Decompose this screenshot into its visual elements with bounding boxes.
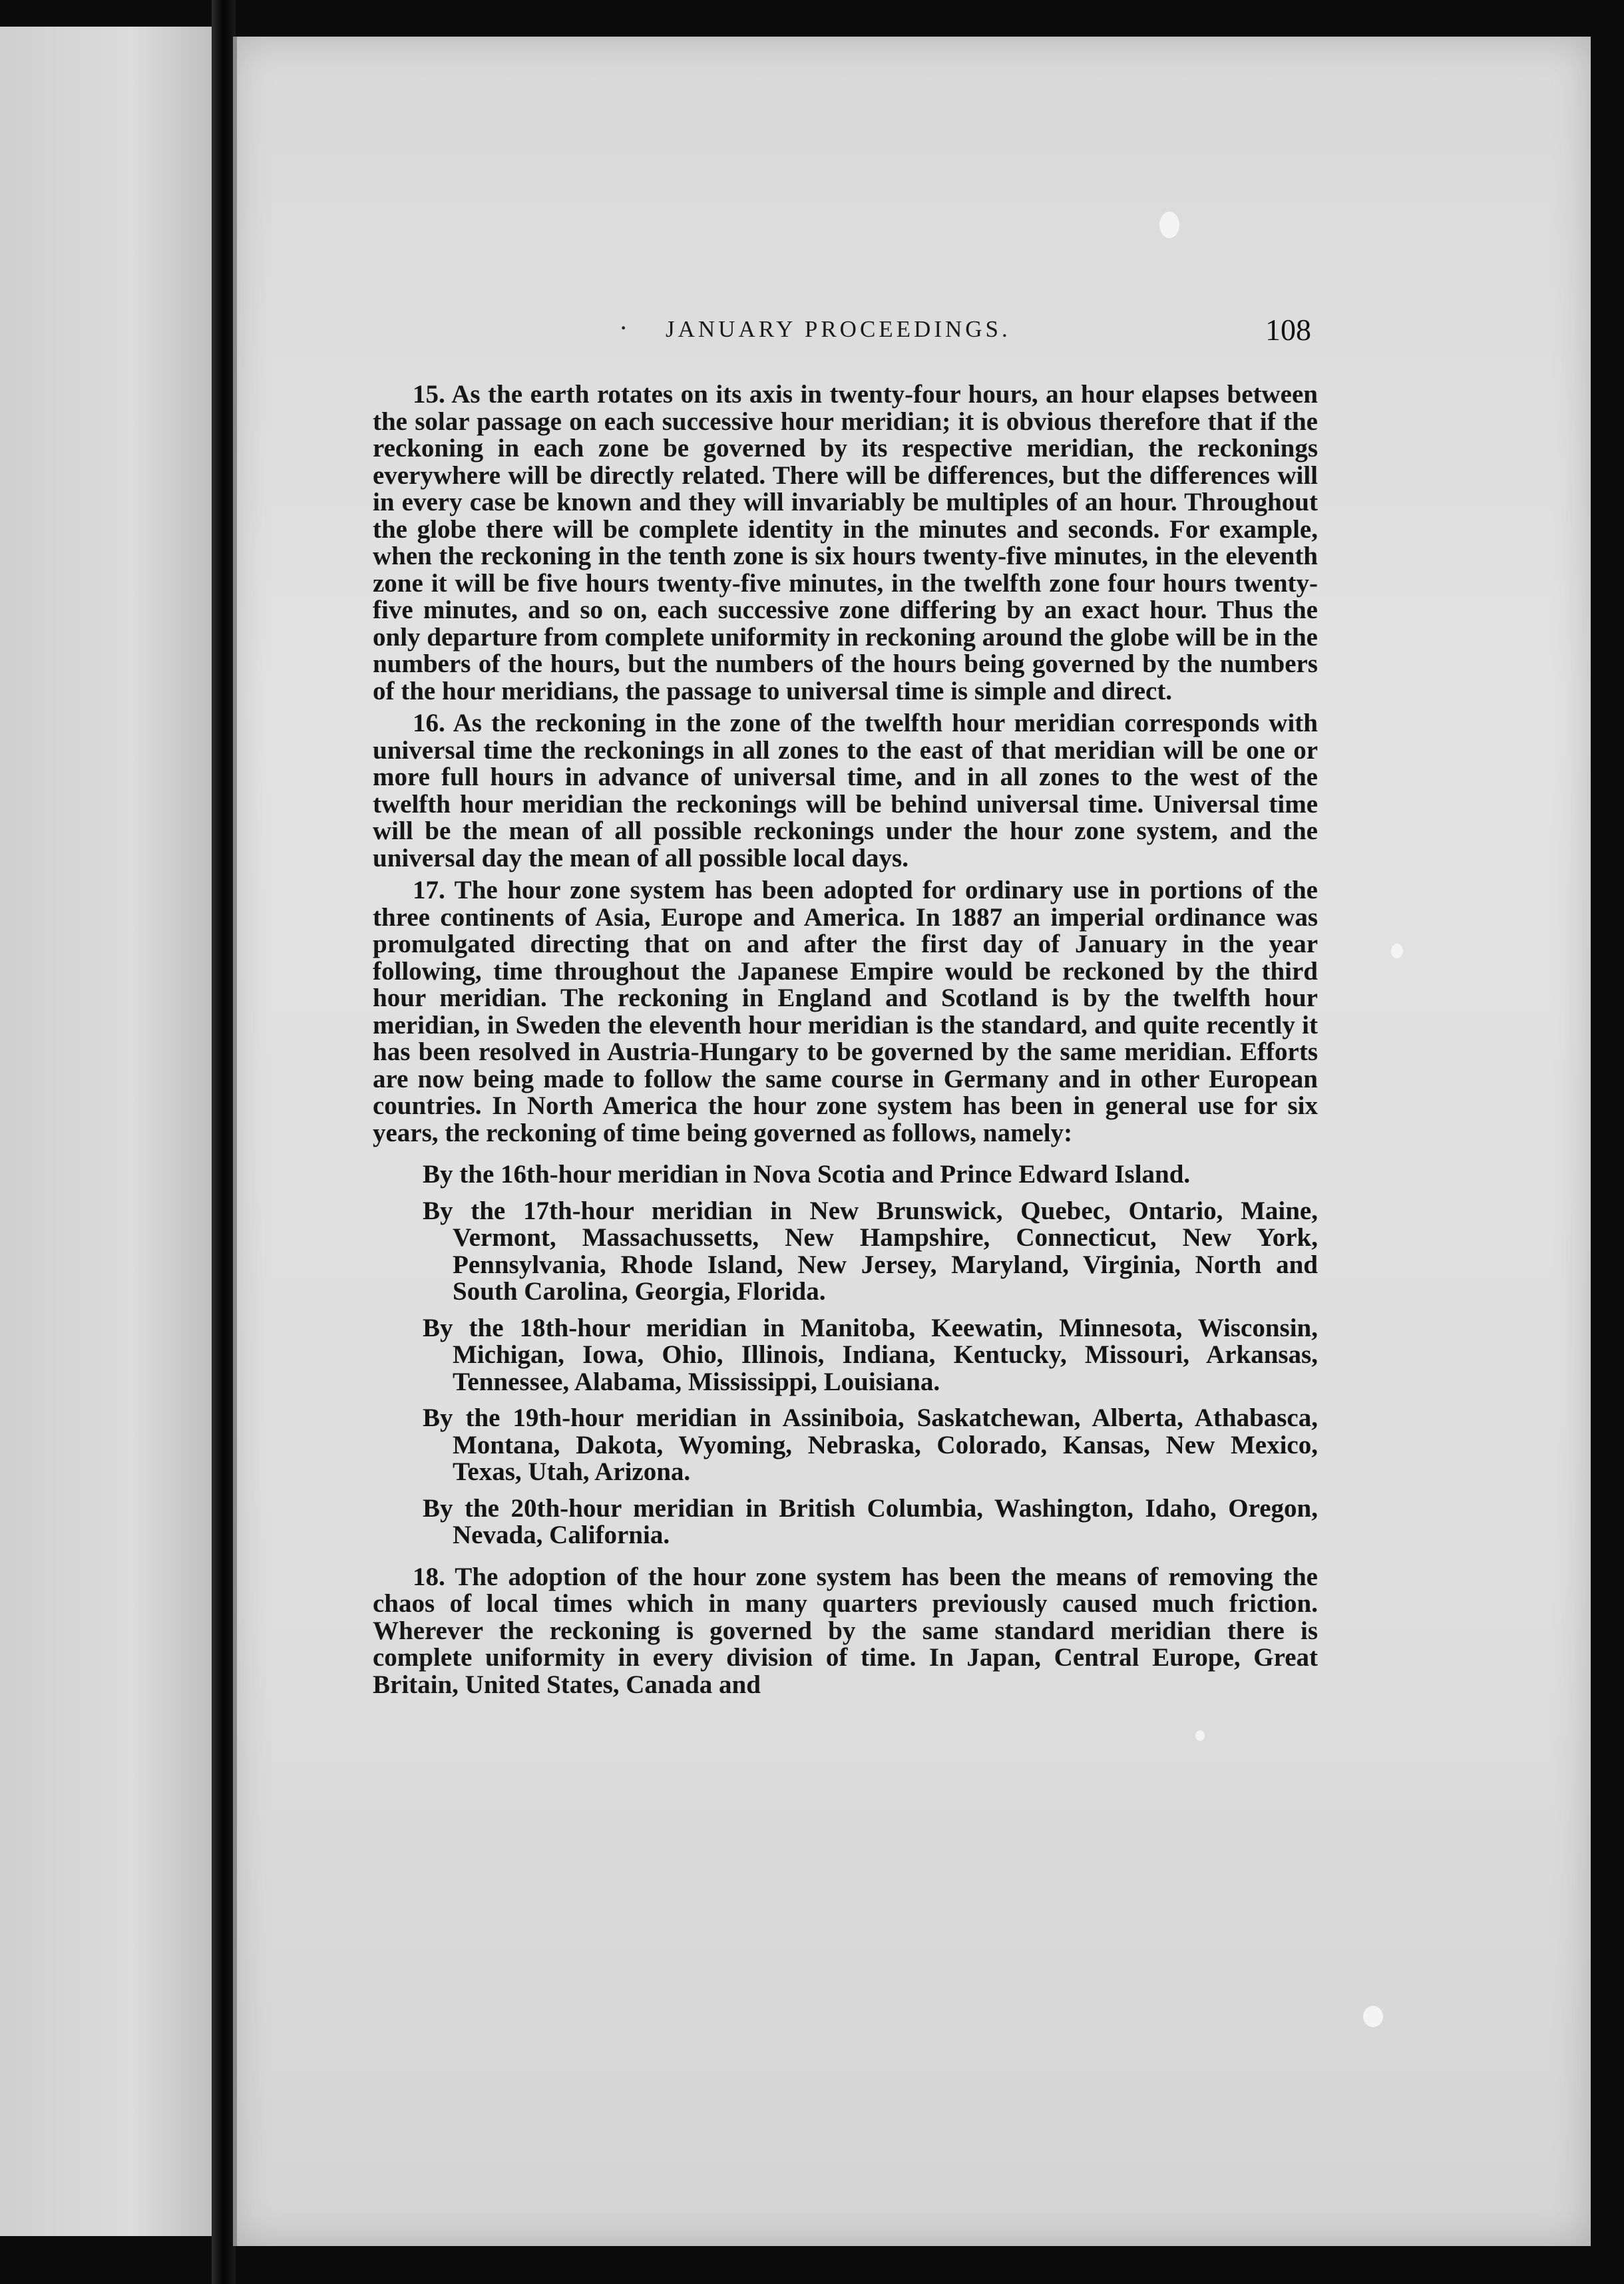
list-item-17th-meridian: By the 17th-hour meridian in New Brunswick, Quebec, Ontario, Maine, Vermont, Massachussetts, New Hampshire, Connecticut, New York, Pennsylvania, Rhode Island, New Jersey, Maryland, Virginia, North and South Carolina, Georgia, Florida. bbox=[423, 1196, 1318, 1306]
paragraph-17: 17. The hour zone system has been adopted for ordinary use in portions of the three continents of Asia, Europe and America. In 1887 an imperial ordinance was promulgated directing that on and after the first day of January in the year following, time throughout the Japanese Empire would be reckoned by the third hour meridian. The reckoning in England and Scotland is by the twelfth hour meridian, in Sweden the eleventh hour meridian is the standard, and quite recently it has been resolved in Austria-Hungary to be governed by the same meridian. Efforts are now being made to follow the same course in Germany and in other European countries. In North America the hour zone system has been in general use for six years, the reckoning of time being governed as follows, namely: bbox=[373, 876, 1318, 1147]
paragraph-18: 18. The adoption of the hour zone system has been the means of removing the chaos of local times which in many quarters previously caused much friction. Wherever the reckoning is governed by the same standard meridian there is complete uniformity in every division of time. In Japan, Central Europe, Great Britain, United States, Canada and bbox=[373, 1562, 1318, 1699]
previous-page-edge bbox=[0, 27, 220, 2236]
page-content bbox=[373, 309, 1318, 1704]
list-item-16th-meridian: By the 16th-hour meridian in Nova Scotia and Prince Edward Island. bbox=[423, 1160, 1191, 1189]
book-gutter bbox=[212, 0, 236, 2284]
running-head bbox=[373, 309, 1318, 356]
running-head-title: JANUARY PROCEEDINGS. bbox=[666, 316, 1011, 342]
scan-speck bbox=[1363, 2006, 1383, 2027]
meridian-list bbox=[373, 1161, 1318, 1549]
page-number: 108 bbox=[1265, 313, 1311, 347]
page-edge-line bbox=[233, 37, 237, 2246]
scan-speck bbox=[1159, 212, 1179, 238]
scan-speck bbox=[1195, 1730, 1205, 1741]
paragraph-16: 16. As the reckoning in the zone of the twelfth hour meridian corresponds with universal time the reckonings in all zones to the east of that meridian will be one or more full hours in advance of universal time, and in all zones to the west of the twelfth hour meridian the reckonings will be behind universal time. Universal time will be the mean of all possible reckonings under the hour zone system, and the universal day the mean of all possible local days. bbox=[373, 709, 1318, 872]
paragraph-15: 15. As the earth rotates on its axis in twenty-four hours, an hour elapses between the solar passage on each successive hour meridian; it is obvious therefore that if the reckoning in each zone be governed by its respective meridian, the reckonings everywhere will be directly related. There will be differences, but the differences will in every case be known and they will invariably be multiples of an hour. Throughout the globe there will be complete identity in the minutes and seconds. For example, when the reckoning in the tenth zone is six hours twenty-five minutes, in the eleventh zone it will be five hours twenty-five minutes, in the twelfth zone four hours twenty-five minutes, and so on, each successive zone differing by an exact hour. Thus the only departure from complete uniformity in reckoning around the globe will be in the numbers of the hours, but the numbers of the hours being governed by the numbers of the hour meridians, the passage to universal time is simple and direct. bbox=[373, 380, 1318, 705]
list-item-19th-meridian: By the 19th-hour meridian in Assiniboia, Saskatchewan, Alberta, Athabasca, Montana, Dakota, Wyoming, Nebraska, Colorado, Kansas, New Mexico, Texas, Utah, Arizona. bbox=[423, 1404, 1318, 1486]
list-item-18th-meridian: By the 18th-hour meridian in Manitoba, Keewatin, Minnesota, Wisconsin, Michigan, Iowa, Ohio, Illinois, Indiana, Kentucky, Missouri, Arkansas, Tennessee, Alabama, Mississippi, Louisiana. bbox=[423, 1313, 1318, 1396]
scan-speck bbox=[1391, 944, 1403, 958]
list-item-20th-meridian: By the 20th-hour meridian in British Columbia, Washington, Idaho, Oregon, Nevada, California. bbox=[423, 1493, 1318, 1549]
running-head-dot: · bbox=[619, 313, 628, 343]
